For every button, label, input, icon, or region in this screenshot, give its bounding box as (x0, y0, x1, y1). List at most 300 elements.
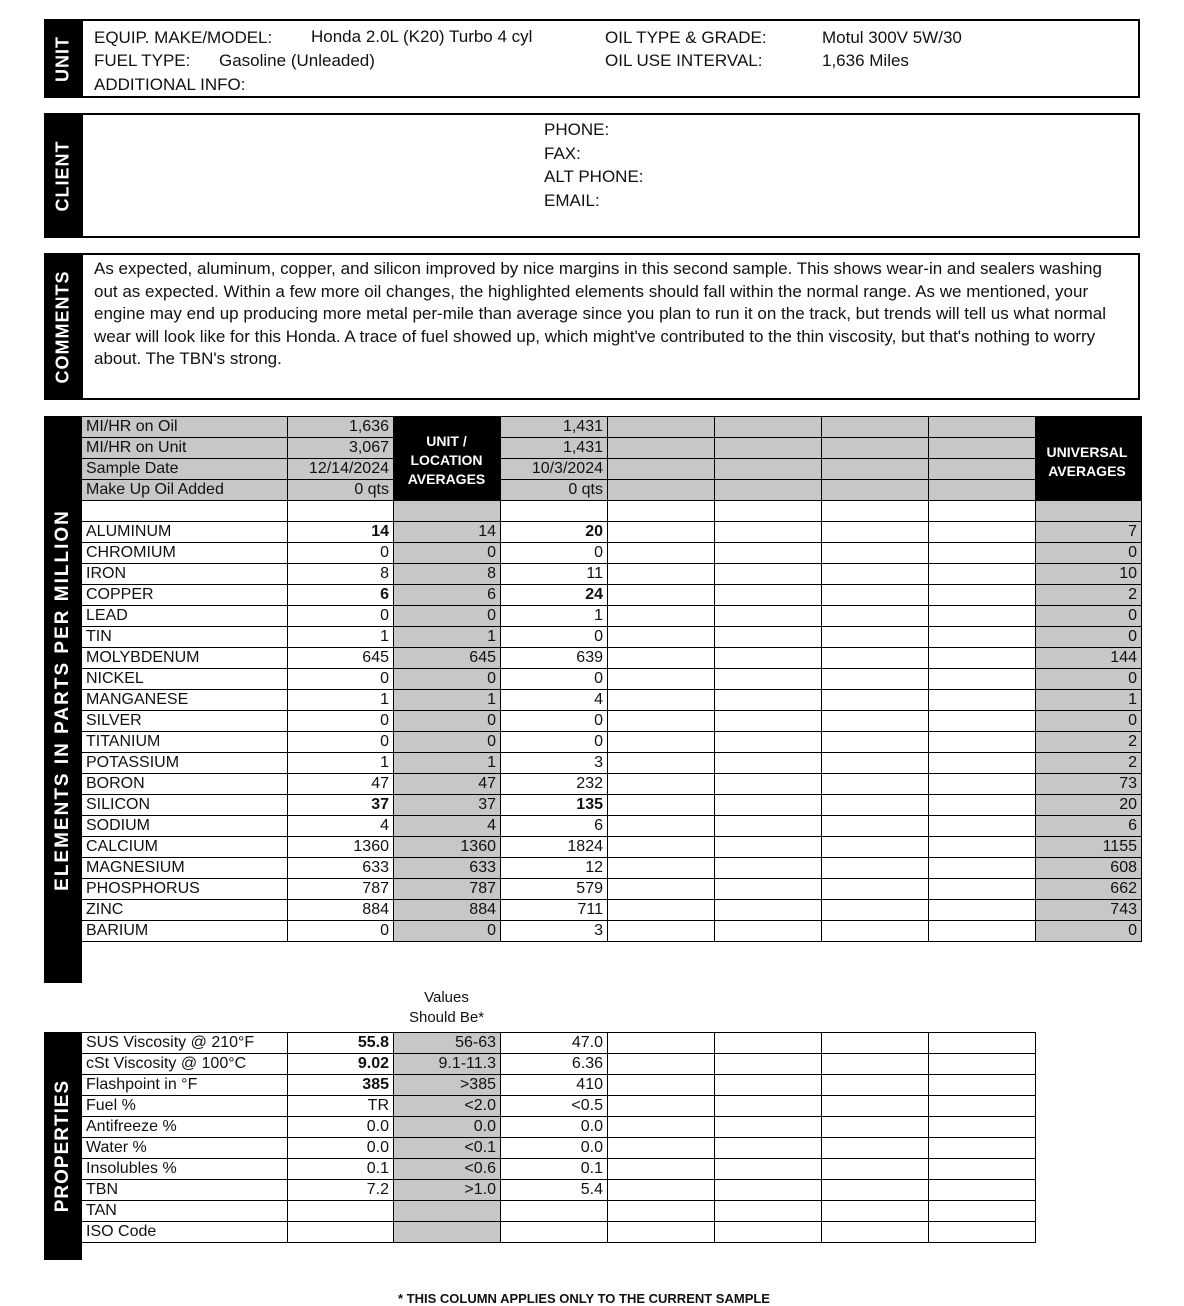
empty-sample-cell (715, 1138, 822, 1159)
empty-sample-cell (822, 753, 929, 774)
current-sample-value: 0.1 (288, 1159, 394, 1180)
empty-sample-cell (929, 1180, 1036, 1201)
empty-sample-cell (822, 1054, 929, 1075)
should-be-value (394, 1222, 501, 1243)
element-row (82, 732, 1142, 753)
should-be-value: 0.0 (394, 1117, 501, 1138)
universal-average-value: 2 (1036, 753, 1142, 774)
empty-sample-cell (715, 879, 822, 900)
universal-average-cell (1036, 480, 1142, 501)
property-name: Insolubles % (82, 1159, 288, 1180)
empty-sample-cell (715, 417, 822, 438)
sample-info-row (82, 417, 1142, 438)
element-name: SILICON (82, 795, 288, 816)
element-name: POTASSIUM (82, 753, 288, 774)
element-row (82, 795, 1142, 816)
property-name: Flashpoint in °F (82, 1075, 288, 1096)
oil-type-value: Motul 300V 5W/30 (822, 28, 962, 47)
universal-average-value: 0 (1036, 669, 1142, 690)
element-name: BARIUM (82, 921, 288, 942)
should-be-value (394, 1201, 501, 1222)
empty-sample-cell (929, 816, 1036, 837)
current-sample-value: 645 (288, 648, 394, 669)
properties-section-label: PROPERTIES (44, 1032, 82, 1260)
current-sample-value: 3,067 (288, 438, 394, 459)
unit-average-value: 14 (394, 522, 501, 543)
previous-sample-value: 711 (501, 900, 608, 921)
empty-sample-cell (822, 480, 929, 501)
empty-sample-cell (715, 1117, 822, 1138)
element-name: ALUMINUM (82, 522, 288, 543)
empty-sample-cell (715, 648, 822, 669)
element-row (82, 753, 1142, 774)
empty-sample-cell (608, 627, 715, 648)
row-label: Make Up Oil Added (82, 480, 288, 501)
property-name: cSt Viscosity @ 100°C (82, 1054, 288, 1075)
property-row (82, 1159, 1036, 1180)
element-row (82, 543, 1142, 564)
elements-table (81, 416, 1142, 942)
previous-sample-value: 20 (501, 522, 608, 543)
unit-average-value: 1 (394, 753, 501, 774)
current-sample-value: 0 (288, 732, 394, 753)
empty-sample-cell (608, 1033, 715, 1054)
previous-sample-value: 3 (501, 921, 608, 942)
element-name: TIN (82, 627, 288, 648)
previous-sample-value: 0.0 (501, 1117, 608, 1138)
empty-sample-cell (929, 1075, 1036, 1096)
previous-sample-value: 1,431 (501, 417, 608, 438)
previous-sample-value: 639 (501, 648, 608, 669)
element-row (82, 627, 1142, 648)
previous-sample-value: 4 (501, 690, 608, 711)
current-sample-value: 47 (288, 774, 394, 795)
previous-sample-value: 579 (501, 879, 608, 900)
empty-sample-cell (822, 606, 929, 627)
unit-average-value: 0 (394, 543, 501, 564)
element-row (82, 816, 1142, 837)
sample-info-row (82, 438, 1142, 459)
empty-sample-cell (929, 669, 1036, 690)
empty-sample-cell (929, 921, 1036, 942)
unit-average-value: 1360 (394, 837, 501, 858)
empty-sample-cell (715, 1201, 822, 1222)
property-name: Water % (82, 1138, 288, 1159)
unit-average-value: 0 (394, 711, 501, 732)
comments-section-label: COMMENTS (44, 253, 82, 400)
universal-average-value: 144 (1036, 648, 1142, 669)
unit-average-value: 4 (394, 816, 501, 837)
universal-average-value: 1 (1036, 690, 1142, 711)
universal-average-value: 10 (1036, 564, 1142, 585)
should-be-value: >385 (394, 1075, 501, 1096)
universal-average-value: 0 (1036, 627, 1142, 648)
current-sample-value: 14 (288, 522, 394, 543)
empty-sample-cell (929, 858, 1036, 879)
property-row (82, 1138, 1036, 1159)
previous-sample-value: 1,431 (501, 438, 608, 459)
element-row (82, 648, 1142, 669)
empty-sample-cell (929, 795, 1036, 816)
previous-sample-value: 0 (501, 711, 608, 732)
empty-sample-cell (608, 522, 715, 543)
unit-average-value: 645 (394, 648, 501, 669)
empty-sample-cell (608, 1180, 715, 1201)
previous-sample-value: 1 (501, 606, 608, 627)
empty-sample-cell (929, 585, 1036, 606)
empty-sample-cell (929, 417, 1036, 438)
element-row (82, 585, 1142, 606)
universal-average-value: 0 (1036, 921, 1142, 942)
should-be-value: <2.0 (394, 1096, 501, 1117)
current-sample-value: 1,636 (288, 417, 394, 438)
empty-sample-cell (715, 1033, 822, 1054)
universal-average-value: 608 (1036, 858, 1142, 879)
element-name: ZINC (82, 900, 288, 921)
element-row (82, 669, 1142, 690)
empty-cell (715, 501, 822, 522)
empty-sample-cell (715, 1054, 822, 1075)
empty-sample-cell (929, 627, 1036, 648)
empty-sample-cell (608, 543, 715, 564)
unit-average-value: 6 (394, 585, 501, 606)
empty-sample-cell (715, 1222, 822, 1243)
previous-sample-value (501, 1201, 608, 1222)
previous-sample-value: 12 (501, 858, 608, 879)
should-be-value: 56-63 (394, 1033, 501, 1054)
empty-sample-cell (822, 879, 929, 900)
empty-sample-cell (822, 1033, 929, 1054)
current-sample-value: 1360 (288, 837, 394, 858)
empty-cell (608, 501, 715, 522)
empty-sample-cell (715, 732, 822, 753)
empty-sample-cell (608, 438, 715, 459)
property-row (82, 1075, 1036, 1096)
element-row (82, 564, 1142, 585)
empty-sample-cell (608, 1222, 715, 1243)
values-should-be-header: Values Should Be* (408, 989, 485, 1026)
empty-sample-cell (608, 753, 715, 774)
empty-sample-cell (822, 1201, 929, 1222)
element-name: MOLYBDENUM (82, 648, 288, 669)
previous-sample-value: 6.36 (501, 1054, 608, 1075)
previous-sample-value: 232 (501, 774, 608, 795)
should-be-value: <0.6 (394, 1159, 501, 1180)
empty-sample-cell (822, 648, 929, 669)
empty-sample-cell (715, 753, 822, 774)
empty-sample-cell (608, 795, 715, 816)
empty-sample-cell (929, 522, 1036, 543)
current-sample-value: 0 (288, 921, 394, 942)
empty-sample-cell (822, 627, 929, 648)
universal-average-value: 2 (1036, 585, 1142, 606)
element-row (82, 711, 1142, 732)
property-row (82, 1054, 1036, 1075)
empty-sample-cell (822, 522, 929, 543)
current-sample-value: 12/14/2024 (288, 459, 394, 480)
client-email-label: EMAIL: (544, 191, 600, 210)
empty-sample-cell (608, 417, 715, 438)
empty-sample-cell (929, 1117, 1036, 1138)
universal-average-value: 73 (1036, 774, 1142, 795)
universal-average-value: 6 (1036, 816, 1142, 837)
empty-sample-cell (608, 711, 715, 732)
empty-sample-cell (822, 543, 929, 564)
empty-sample-cell (608, 459, 715, 480)
additional-info-label: ADDITIONAL INFO: (94, 75, 246, 94)
unit-location-averages-header: UNIT / LOCATION AVERAGES (407, 433, 486, 487)
properties-table (81, 1032, 1036, 1243)
previous-sample-value: 6 (501, 816, 608, 837)
previous-sample-value: 410 (501, 1075, 608, 1096)
unit-average-value: 0 (394, 669, 501, 690)
unit-average-value: 1 (394, 627, 501, 648)
empty-sample-cell (822, 690, 929, 711)
universal-average-value: 0 (1036, 711, 1142, 732)
empty-sample-cell (822, 1075, 929, 1096)
unit-average-value: 787 (394, 879, 501, 900)
fuel-type-label: FUEL TYPE: (94, 51, 191, 70)
previous-sample-value (501, 1222, 608, 1243)
element-row (82, 690, 1142, 711)
equip-label: EQUIP. MAKE/MODEL: (94, 28, 273, 47)
client-section-label: CLIENT (44, 113, 82, 238)
empty-sample-cell (929, 900, 1036, 921)
property-row (82, 1201, 1036, 1222)
empty-sample-cell (608, 837, 715, 858)
empty-sample-cell (822, 774, 929, 795)
empty-sample-cell (822, 438, 929, 459)
universal-average-cell (1036, 417, 1142, 438)
empty-cell (929, 501, 1036, 522)
property-name: ISO Code (82, 1222, 288, 1243)
row-label: MI/HR on Oil (82, 417, 288, 438)
row-label: Sample Date (82, 459, 288, 480)
empty-sample-cell (608, 690, 715, 711)
previous-sample-value: 0.1 (501, 1159, 608, 1180)
current-sample-value: 8 (288, 564, 394, 585)
empty-sample-cell (822, 585, 929, 606)
empty-sample-cell (715, 627, 822, 648)
previous-sample-value: 3 (501, 753, 608, 774)
property-row (82, 1180, 1036, 1201)
empty-sample-cell (822, 921, 929, 942)
empty-sample-cell (715, 690, 822, 711)
empty-sample-cell (929, 879, 1036, 900)
empty-sample-cell (608, 1054, 715, 1075)
empty-sample-cell (929, 606, 1036, 627)
element-name: CHROMIUM (82, 543, 288, 564)
unit-average-value: 633 (394, 858, 501, 879)
previous-sample-value: 1824 (501, 837, 608, 858)
property-name: Antifreeze % (82, 1117, 288, 1138)
empty-sample-cell (608, 480, 715, 501)
element-name: SODIUM (82, 816, 288, 837)
current-sample-value: 0.0 (288, 1117, 394, 1138)
empty-cell (822, 501, 929, 522)
current-sample-value: 37 (288, 795, 394, 816)
empty-sample-cell (929, 648, 1036, 669)
empty-sample-cell (608, 774, 715, 795)
should-be-value: 9.1-11.3 (394, 1054, 501, 1075)
universal-average-value: 1155 (1036, 837, 1142, 858)
empty-sample-cell (608, 1201, 715, 1222)
empty-sample-cell (608, 1075, 715, 1096)
empty-sample-cell (715, 459, 822, 480)
current-sample-value: 0 (288, 543, 394, 564)
empty-sample-cell (715, 774, 822, 795)
empty-sample-cell (822, 1180, 929, 1201)
unit-average-value: 0 (394, 732, 501, 753)
current-sample-value: 9.02 (288, 1054, 394, 1075)
current-sample-value: TR (288, 1096, 394, 1117)
oil-type-label: OIL TYPE & GRADE: (605, 28, 767, 47)
unit-average-value: 0 (394, 606, 501, 627)
empty-sample-cell (608, 816, 715, 837)
empty-sample-cell (929, 732, 1036, 753)
empty-sample-cell (608, 585, 715, 606)
element-name: SILVER (82, 711, 288, 732)
previous-sample-value: 10/3/2024 (501, 459, 608, 480)
element-name: MANGANESE (82, 690, 288, 711)
elements-section-label: ELEMENTS IN PARTS PER MILLION (44, 416, 82, 983)
empty-sample-cell (608, 1138, 715, 1159)
empty-sample-cell (608, 900, 715, 921)
previous-sample-value: 11 (501, 564, 608, 585)
empty-sample-cell (608, 879, 715, 900)
universal-average-value: 743 (1036, 900, 1142, 921)
element-name: LEAD (82, 606, 288, 627)
empty-sample-cell (929, 1096, 1036, 1117)
unit-average-value: 8 (394, 564, 501, 585)
empty-sample-cell (822, 1096, 929, 1117)
footer-note: * THIS COLUMN APPLIES ONLY TO THE CURRENT SAMPLE (398, 1291, 770, 1306)
universal-average-value: 2 (1036, 732, 1142, 753)
current-sample-value: 7.2 (288, 1180, 394, 1201)
previous-sample-value: 47.0 (501, 1033, 608, 1054)
element-row (82, 900, 1142, 921)
empty-sample-cell (929, 543, 1036, 564)
previous-sample-value: 0 (501, 627, 608, 648)
property-row (82, 1117, 1036, 1138)
element-name: NICKEL (82, 669, 288, 690)
element-name: IRON (82, 564, 288, 585)
current-sample-value: 633 (288, 858, 394, 879)
sample-info-row (82, 480, 1142, 501)
current-sample-value: 787 (288, 879, 394, 900)
empty-sample-cell (929, 690, 1036, 711)
empty-sample-cell (715, 1075, 822, 1096)
empty-sample-cell (608, 1117, 715, 1138)
empty-cell (288, 501, 394, 522)
empty-sample-cell (715, 837, 822, 858)
empty-sample-cell (715, 858, 822, 879)
empty-sample-cell (608, 648, 715, 669)
empty-sample-cell (929, 1222, 1036, 1243)
property-name: TAN (82, 1201, 288, 1222)
empty-cell (82, 501, 288, 522)
current-sample-value (288, 1201, 394, 1222)
previous-sample-value: 5.4 (501, 1180, 608, 1201)
property-row (82, 1033, 1036, 1054)
empty-sample-cell (929, 711, 1036, 732)
empty-sample-cell (715, 816, 822, 837)
current-sample-value: 55.8 (288, 1033, 394, 1054)
empty-sample-cell (822, 900, 929, 921)
empty-sample-cell (929, 1159, 1036, 1180)
client-alt-phone-label: ALT PHONE: (544, 167, 644, 186)
previous-sample-value: 0 (501, 543, 608, 564)
empty-sample-cell (929, 480, 1036, 501)
current-sample-value (288, 1222, 394, 1243)
previous-sample-value: 0.0 (501, 1138, 608, 1159)
element-name: PHOSPHORUS (82, 879, 288, 900)
empty-sample-cell (715, 480, 822, 501)
empty-sample-cell (822, 837, 929, 858)
sample-info-row (82, 459, 1142, 480)
empty-sample-cell (822, 459, 929, 480)
empty-sample-cell (822, 816, 929, 837)
element-name: TITANIUM (82, 732, 288, 753)
row-label: MI/HR on Unit (82, 438, 288, 459)
universal-average-value: 7 (1036, 522, 1142, 543)
universal-average-value: 0 (1036, 606, 1142, 627)
empty-cell (1036, 501, 1142, 522)
client-phone-label: PHONE: (544, 120, 610, 139)
universal-average-value: 0 (1036, 543, 1142, 564)
current-sample-value: 0 (288, 606, 394, 627)
empty-sample-cell (822, 417, 929, 438)
property-name: SUS Viscosity @ 210°F (82, 1033, 288, 1054)
empty-sample-cell (715, 1180, 822, 1201)
empty-sample-cell (929, 459, 1036, 480)
empty-sample-cell (715, 564, 822, 585)
current-sample-value: 884 (288, 900, 394, 921)
element-name: MAGNESIUM (82, 858, 288, 879)
current-sample-value: 385 (288, 1075, 394, 1096)
empty-cell (394, 501, 501, 522)
empty-sample-cell (715, 522, 822, 543)
empty-sample-cell (608, 1159, 715, 1180)
previous-sample-value: <0.5 (501, 1096, 608, 1117)
previous-sample-value: 0 (501, 669, 608, 690)
empty-sample-cell (822, 669, 929, 690)
property-name: TBN (82, 1180, 288, 1201)
empty-sample-cell (608, 858, 715, 879)
empty-sample-cell (715, 795, 822, 816)
element-row (82, 606, 1142, 627)
empty-sample-cell (715, 543, 822, 564)
empty-sample-cell (715, 438, 822, 459)
current-sample-value: 6 (288, 585, 394, 606)
current-sample-value: 0 (288, 669, 394, 690)
property-row (82, 1222, 1036, 1243)
empty-sample-cell (715, 1096, 822, 1117)
fuel-type-value: Gasoline (Unleaded) (219, 51, 375, 70)
oil-interval-value: 1,636 Miles (822, 51, 909, 70)
empty-sample-cell (822, 1117, 929, 1138)
empty-cell (501, 501, 608, 522)
current-sample-value: 1 (288, 627, 394, 648)
element-row (82, 879, 1142, 900)
current-sample-value: 4 (288, 816, 394, 837)
property-name: Fuel % (82, 1096, 288, 1117)
unit-section-label: UNIT (44, 19, 82, 98)
current-sample-value: 0 (288, 711, 394, 732)
current-sample-value: 0 qts (288, 480, 394, 501)
empty-sample-cell (608, 921, 715, 942)
empty-sample-cell (822, 1222, 929, 1243)
